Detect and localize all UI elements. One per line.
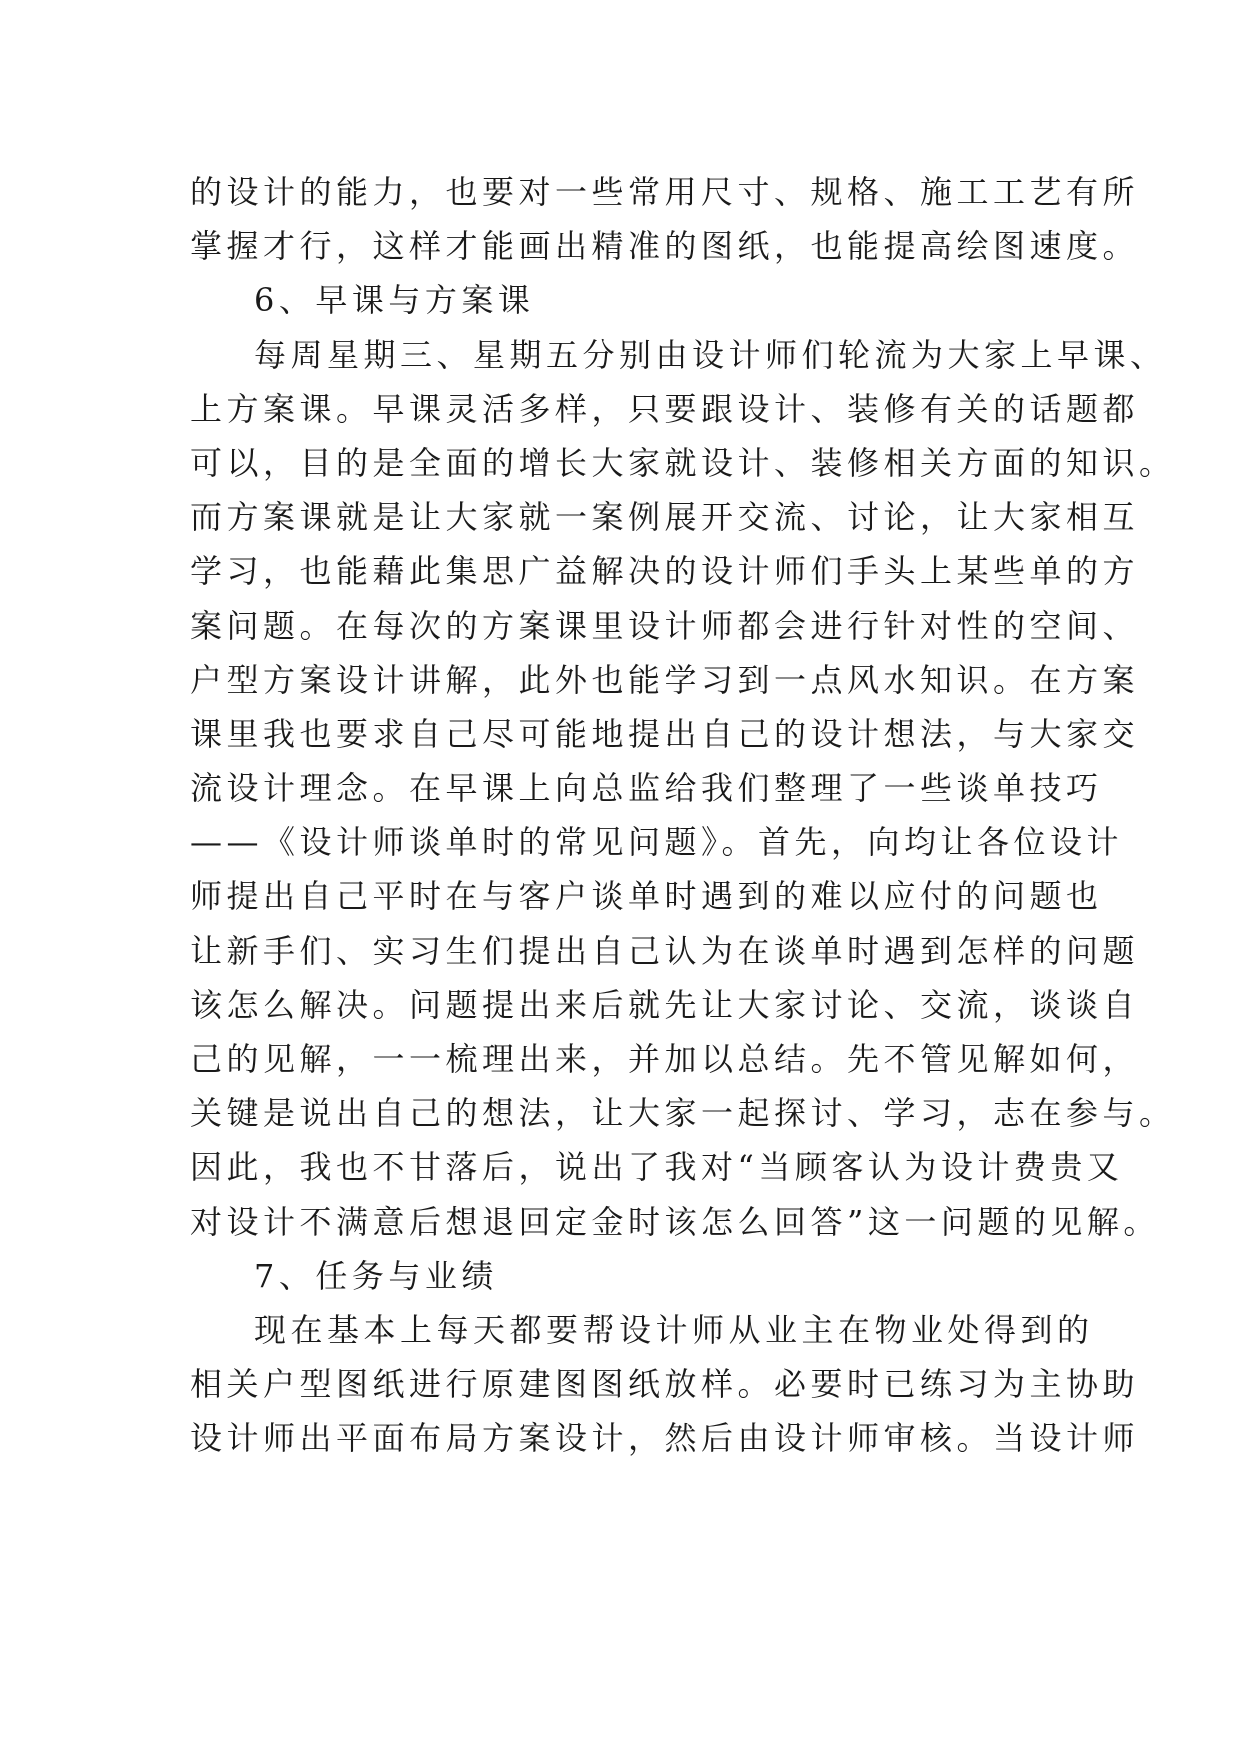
paragraph-start: 现在基本上每天都要帮设计师从业主在物业处得到的 (254, 1310, 1094, 1349)
text-line: 案问题。在每次的方案课里设计师都会进行针对性的空间、 (190, 606, 1140, 645)
text-line: ——《设计师谈单时的常见问题》。首先，向均让各位设计 (190, 823, 1124, 862)
text-line: 而方案课就是让大家就一案例展开交流、讨论，让大家相互 (190, 498, 1140, 537)
text-line: 让新手们、实习生们提出自己认为在谈单时遇到怎样的问题 (190, 931, 1140, 970)
text-line: 己的见解，一一梳理出来，并加以总结。先不管见解如何， (190, 1040, 1140, 1078)
body-text (190, 165, 1176, 1466)
paragraph-start: 每周星期三、星期五分别由设计师们轮流为大家上早课、 (254, 335, 1167, 374)
text-line: 关键是说出自己的想法，让大家一起探讨、学习，志在参与。 (190, 1094, 1176, 1133)
text-line: 的设计的能力，也要对一些常用尺寸、规格、施工工艺有所 (190, 173, 1140, 211)
text-line: 相关户型图纸进行原建图图纸放样。必要时已练习为主协助 (190, 1365, 1140, 1404)
text-line: 流设计理念。在早课上向总监给我们整理了一些谈单技巧 (190, 769, 1103, 808)
text-line: 学习，也能藉此集思广益解决的设计师们手头上某些单的方 (190, 552, 1140, 591)
text-line: 掌握才行，这样才能画出精准的图纸，也能提高绘图速度。 (190, 227, 1140, 266)
text-line: 户型方案设计讲解，此外也能学习到一点风水知识。在方案 (190, 660, 1140, 699)
section-heading-6: 6、早课与方案课 (254, 281, 535, 320)
text-line: 因此，我也不甘落后，说出了我对“当顾客认为设计费贵又 (190, 1148, 1124, 1187)
text-line: 可以，目的是全面的增长大家就设计、装修相关方面的知识。 (190, 443, 1176, 482)
section-heading-7: 7、任务与业绩 (254, 1256, 498, 1295)
text-line: 师提出自己平时在与客户谈单时遇到的难以应付的问题也 (190, 877, 1103, 916)
text-line: 设计师出平面布局方案设计，然后由设计师审核。当设计师 (190, 1419, 1140, 1458)
text-line: 对设计不满意后想退回定金时该怎么回答”这一问题的见解。 (190, 1202, 1160, 1241)
text-line: 上方案课。早课灵活多样，只要跟设计、装修有关的话题都 (190, 389, 1140, 428)
text-line: 课里我也要求自己尽可能地提出自己的设计想法，与大家交 (190, 714, 1140, 753)
text-line: 该怎么解决。问题提出来后就先让大家讨论、交流，谈谈自 (190, 985, 1140, 1024)
